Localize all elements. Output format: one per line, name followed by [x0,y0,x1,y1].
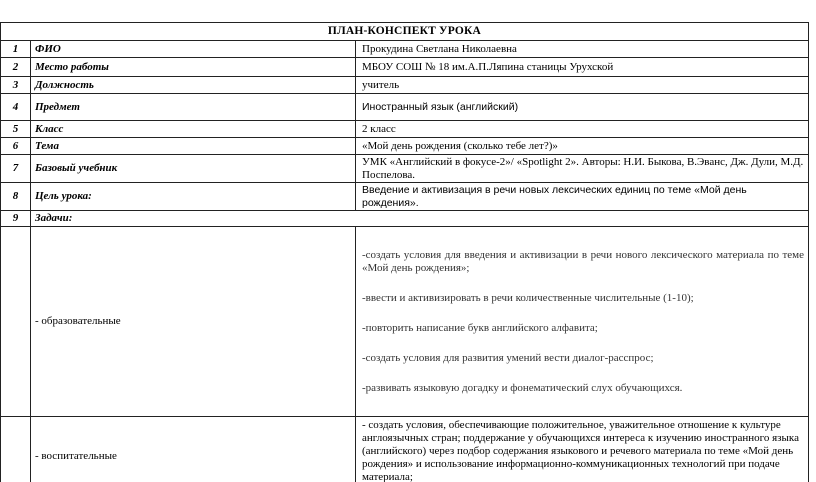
row-label: Задачи: [31,211,809,227]
row-value: МБОУ СОШ № 18 им.А.П.Ляпина станицы Урухской [356,58,809,77]
row-value: учитель [356,77,809,94]
task-item: -создать условия для введения и активизации в речи нового лексического материала по теме «Мой день рождения»; [362,248,804,274]
row-number: 7 [1,155,31,183]
row-number: 4 [1,94,31,121]
task-item: -ввести и активизировать в речи количественные числительные (1-10); [362,291,694,304]
row-number: 5 [1,121,31,138]
row-number: 1 [1,41,31,58]
row-number: 3 [1,77,31,94]
row-class [1,121,809,138]
row-value: «Мой день рождения (сколько тебе лет?)» [356,138,809,155]
row-label: Тема [31,138,356,155]
row-label: Предмет [31,94,356,121]
row-number: 9 [1,211,31,227]
row-number: 6 [1,138,31,155]
lesson-plan-table [0,22,809,482]
task-text: - создать условия, обеспечивающие положительное, уважительное отношение к культуре англоязычных стран; поддержание у обучающихся интереса к изучению иностранного языка (английского) через подбор содержания языкового и речевого материала по теме «Мой день рождения» и использование информационно-коммуникационных технологий при подаче материала; [356,417,809,482]
title-row [1,23,809,41]
row-subject [1,94,809,121]
row-label: Базовый учебник [31,155,356,183]
row-value: 2 класс [356,121,809,138]
row-number: 8 [1,183,31,211]
row-topic [1,138,809,155]
row-value: Прокудина Светлана Николаевна [356,41,809,58]
task-item: -повторить написание букв английского алфавита; [362,321,598,334]
row-label: Класс [31,121,356,138]
empty-cell [1,417,31,482]
row-upbringing-tasks [1,417,809,482]
empty-cell [1,227,31,417]
row-goal [1,183,809,211]
task-item: -создать условия для развития умений вести диалог-расспрос; [362,351,654,364]
row-fio [1,41,809,58]
row-label: ФИО [31,41,356,58]
row-value: Иностранный язык (английский) [356,94,809,121]
row-label: Место работы [31,58,356,77]
task-group-label: - образовательные [31,227,356,417]
row-educational-tasks [1,227,809,417]
task-item: -развивать языковую догадку и фонематический слух обучающихся. [362,381,683,394]
row-workplace [1,58,809,77]
row-number: 2 [1,58,31,77]
task-group-label: - воспитательные [31,417,356,482]
task-list [356,227,809,417]
row-value: УМК «Английский в фокусе-2»/ «Spotlight 2». Авторы: Н.И. Быкова, В.Эванс, Дж. Дули, М.Д. Поспелова. [356,155,809,183]
row-label: Должность [31,77,356,94]
row-position [1,77,809,94]
row-value: Введение и активизация в речи новых лексических единиц по теме «Мой день рождения». [356,183,809,211]
document-title: ПЛАН-КОНСПЕКТ УРОКА [1,23,809,41]
row-tasks-header [1,211,809,227]
row-label: Цель урока: [31,183,356,211]
row-textbook [1,155,809,183]
